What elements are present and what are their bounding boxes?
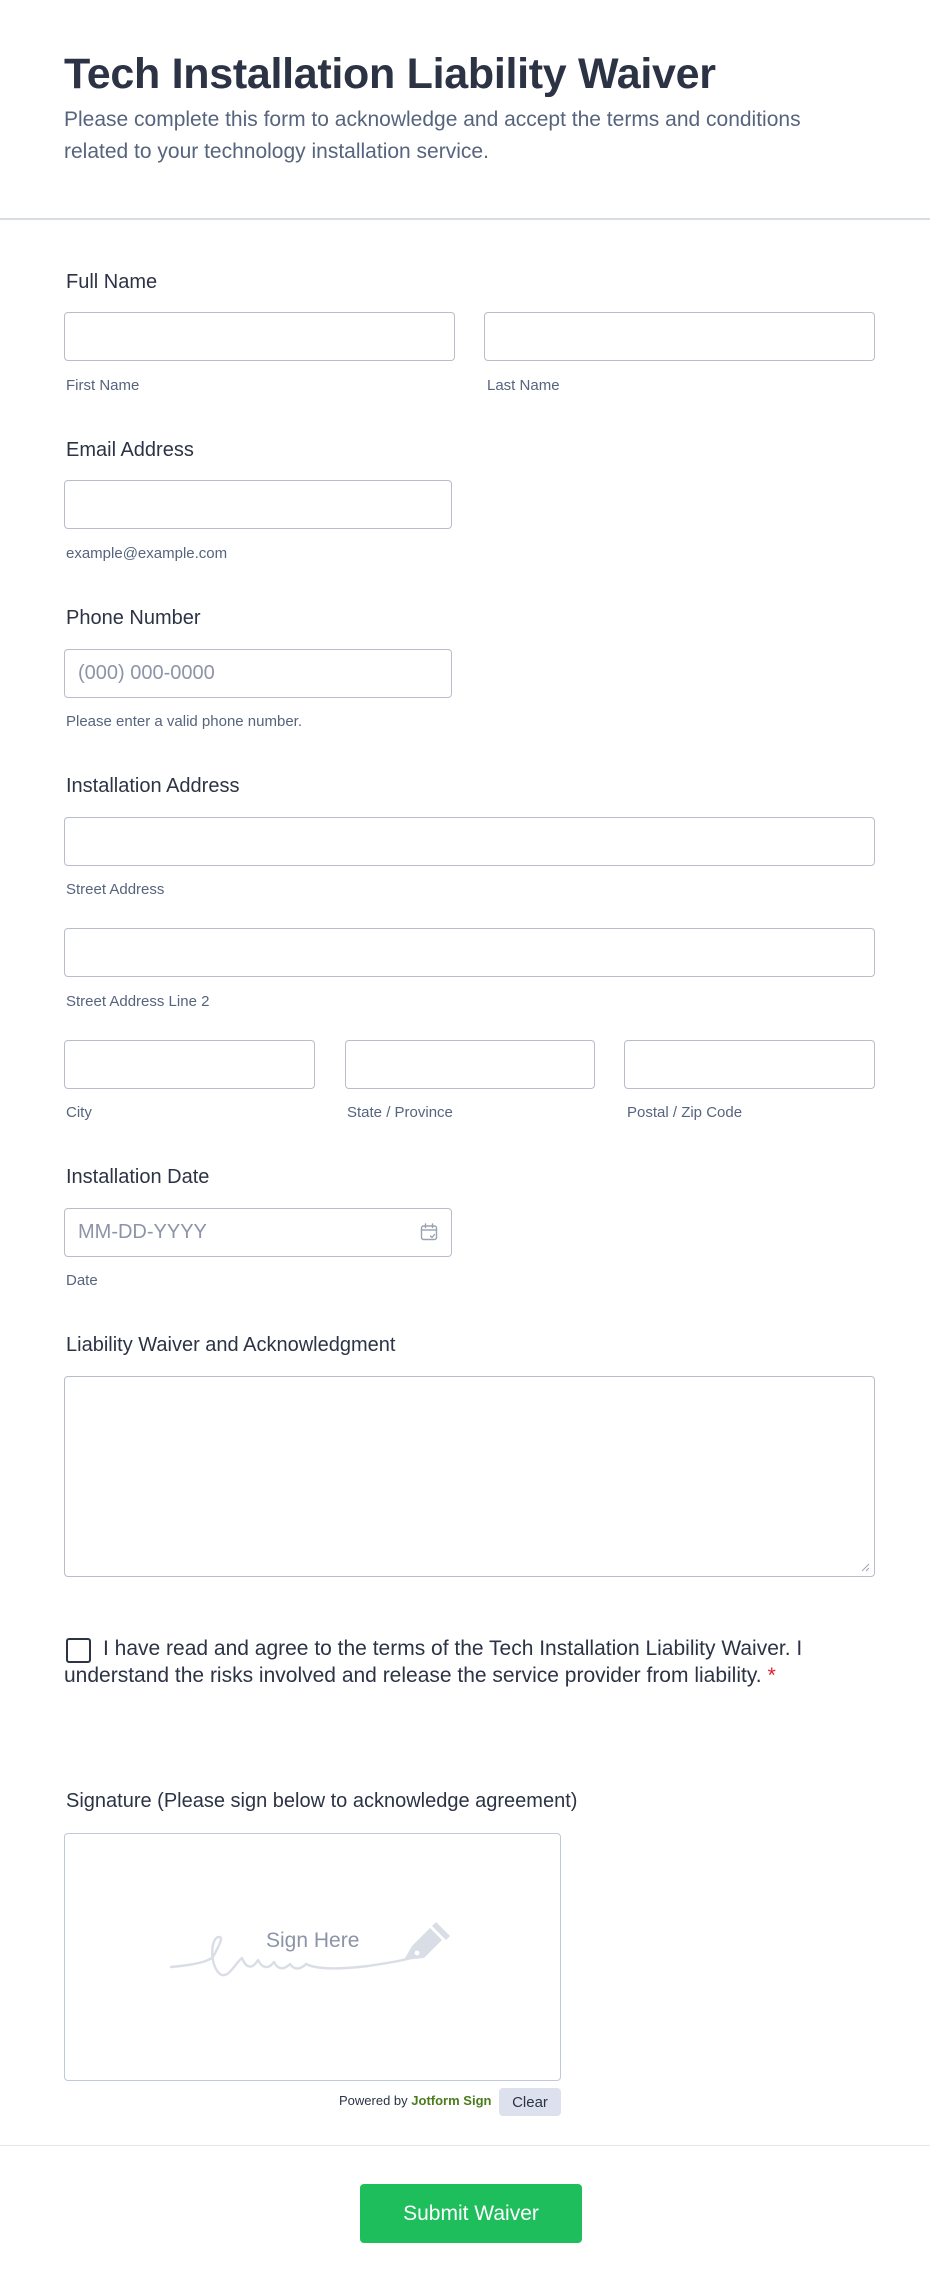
last-name-sublabel: Last Name: [487, 377, 560, 394]
agreement-text: [64, 1635, 804, 1689]
calendar-icon[interactable]: [420, 1223, 438, 1241]
street-address-sublabel: Street Address: [66, 881, 165, 898]
resize-grip-icon[interactable]: [860, 1562, 870, 1572]
first-name-input[interactable]: [64, 312, 455, 361]
address-label: Installation Address: [66, 775, 240, 797]
email-sublabel: example@example.com: [66, 545, 228, 562]
install-date-field: [64, 1208, 452, 1257]
email-label: Email Address: [66, 439, 194, 461]
state-sublabel: State / Province: [347, 1104, 453, 1121]
street-address-input[interactable]: [64, 817, 875, 866]
last-name-input[interactable]: [484, 312, 875, 361]
clear-signature-button[interactable]: Clear: [499, 2088, 561, 2116]
first-name-sublabel: First Name: [66, 377, 140, 394]
footer-divider: [0, 2145, 930, 2146]
powered-by-text: [339, 2093, 491, 2108]
street-address-line2-input[interactable]: [64, 928, 875, 977]
pen-nib-icon: [404, 1922, 450, 1960]
state-input[interactable]: [345, 1040, 595, 1089]
submit-waiver-button[interactable]: Submit Waiver: [360, 2184, 582, 2243]
jotform-sign-brand[interactable]: Jotform Sign: [411, 2093, 492, 2108]
street-address-line2-sublabel: Street Address Line 2: [66, 993, 210, 1010]
form-subtitle: Please complete this form to acknowledge and accept the terms and conditions related to your technology installation service.: [64, 108, 801, 163]
signature-label: Signature (Please sign below to acknowledge agreement): [66, 1790, 578, 1812]
city-input[interactable]: [64, 1040, 315, 1089]
zip-sublabel: Postal / Zip Code: [627, 1104, 743, 1121]
sign-here-placeholder: Sign Here: [266, 1929, 360, 1952]
city-sublabel: City: [66, 1104, 92, 1121]
email-input[interactable]: [64, 480, 452, 529]
form-header: [0, 0, 930, 220]
form-title: Tech Installation Liability Waiver: [64, 50, 716, 98]
waiver-textarea[interactable]: [64, 1376, 875, 1577]
waiver-label: Liability Waiver and Acknowledgment: [66, 1334, 396, 1356]
install-date-sublabel: Date: [66, 1272, 98, 1289]
phone-input[interactable]: [64, 649, 452, 698]
powered-by-prefix: Powered by: [339, 2093, 408, 2108]
required-mark: *: [767, 1664, 776, 1687]
agreement-label: I have read and agree to the terms of the Tech Installation Liability Waiver. I understand the risks involved and release the service provider from liability.: [64, 1637, 803, 1687]
phone-label: Phone Number: [66, 607, 201, 629]
zip-input[interactable]: [624, 1040, 875, 1089]
install-date-label: Installation Date: [66, 1166, 210, 1188]
install-date-input[interactable]: [64, 1208, 452, 1257]
full-name-label: Full Name: [66, 271, 158, 293]
phone-sublabel: Please enter a valid phone number.: [66, 713, 302, 730]
